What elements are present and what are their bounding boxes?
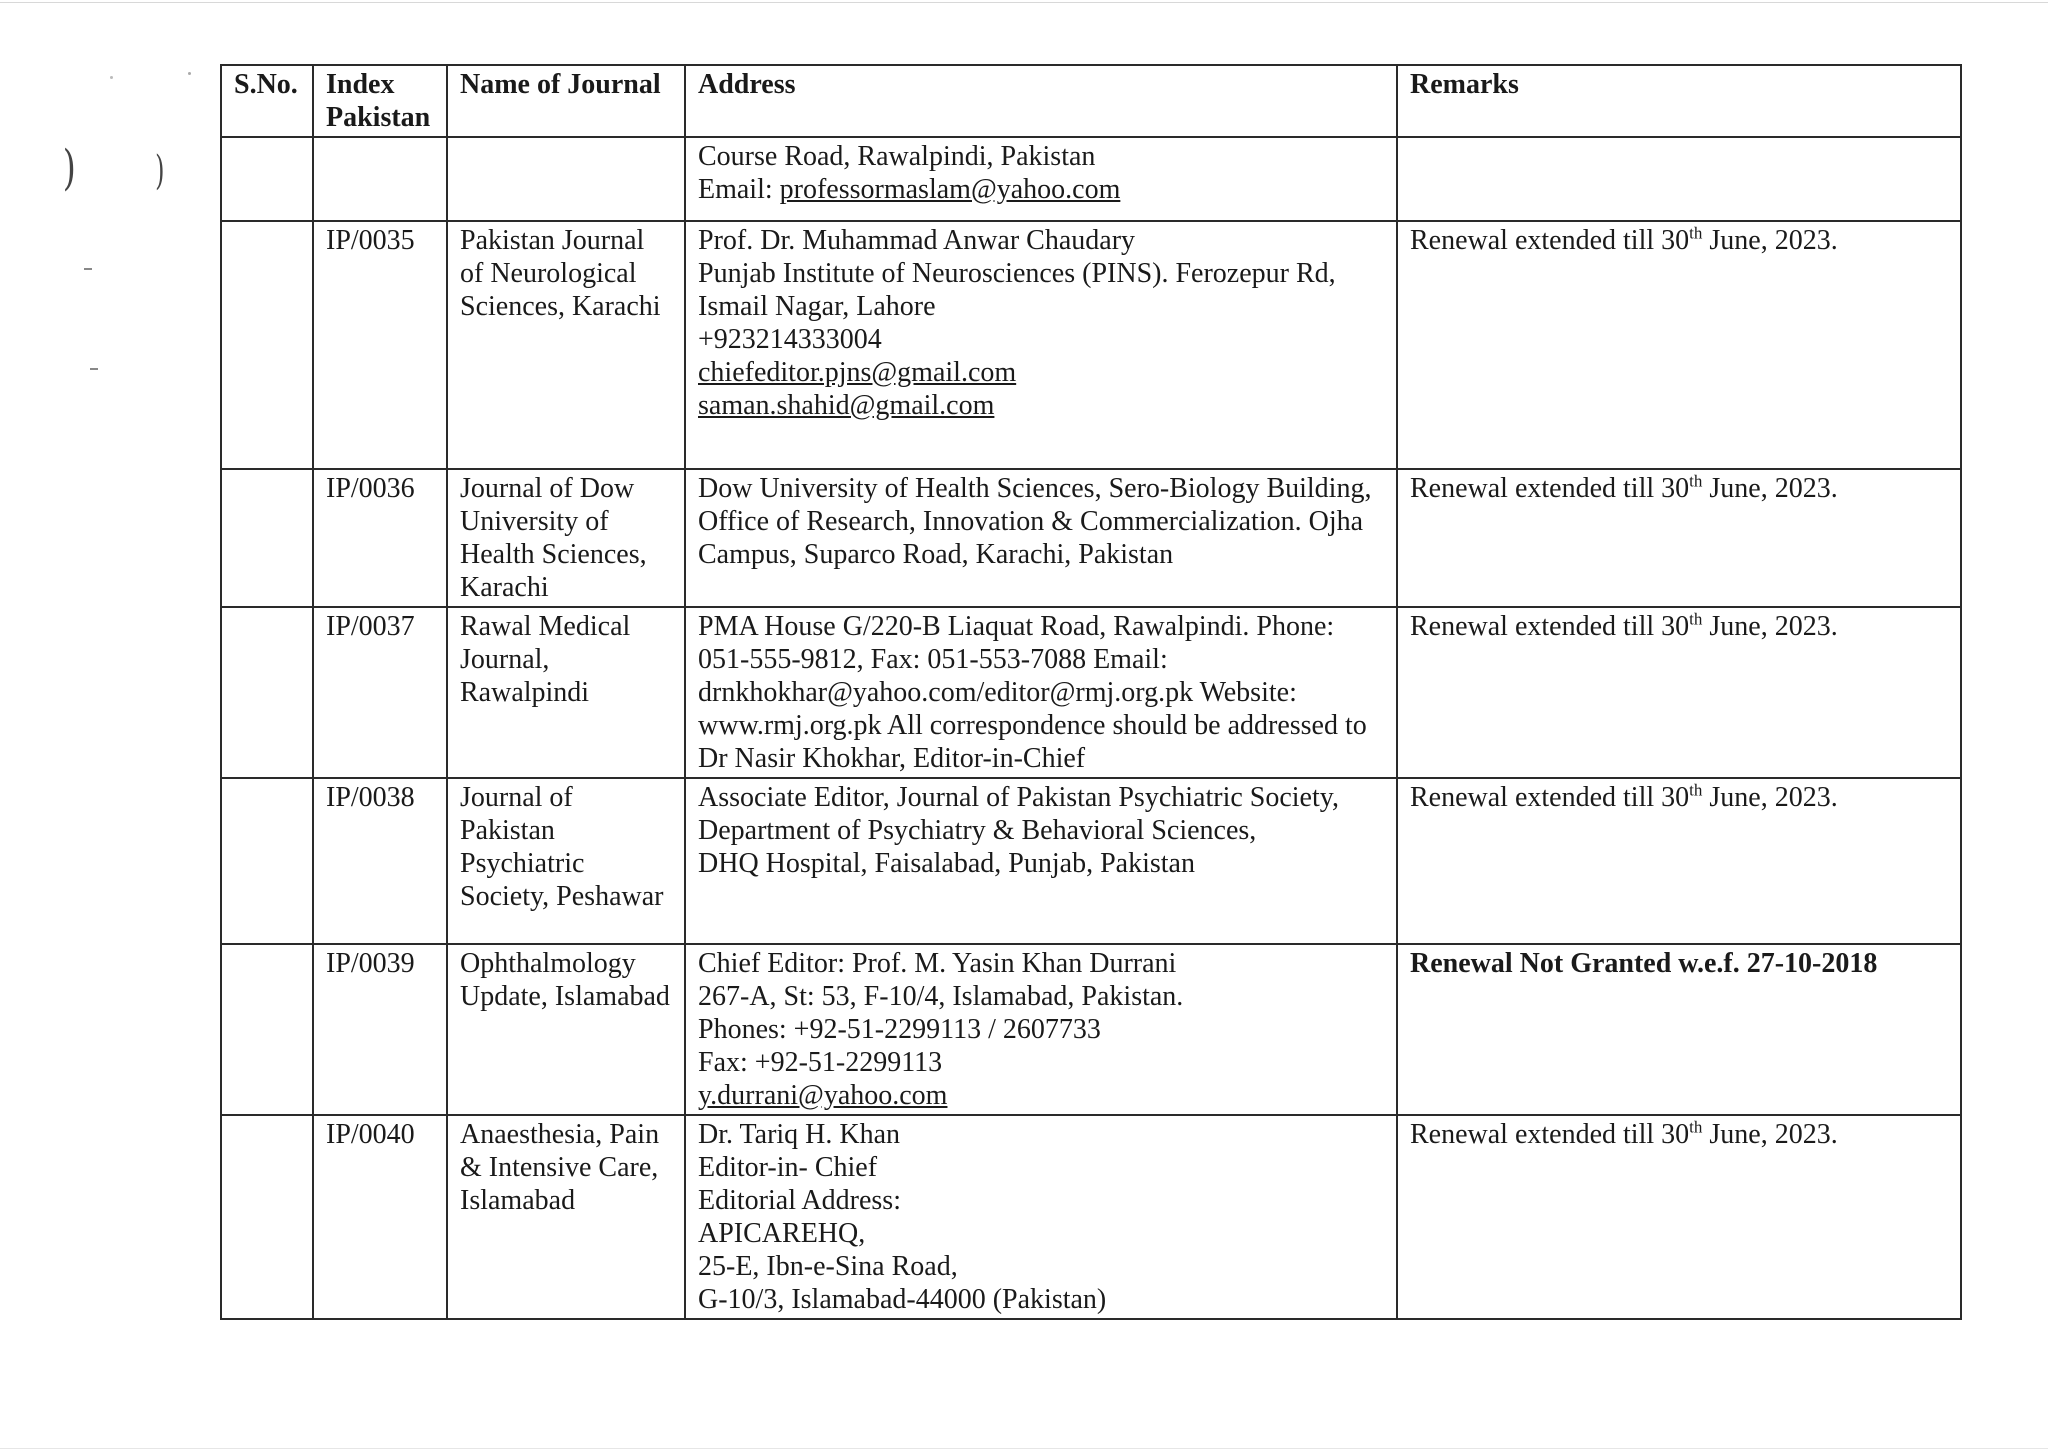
remark-superscript: th [1689,609,1703,629]
email-line [698,173,1384,206]
remark-text: June, 2023. [1702,782,1838,813]
cell-remarks [1397,944,1961,1115]
cell-name: Journal of Pakistan Psychiatric Society, Peshawar [447,778,685,944]
header-index: Index Pakistan [313,65,447,137]
punch-hole-mark-left: ) [62,140,76,196]
cell-sno [221,778,313,944]
cell-name: Anaesthesia, Pain & Intensive Care, Islamabad [447,1115,685,1319]
table-row [221,221,1961,469]
header-sno: S.No. [221,65,313,137]
table-row-continuation [221,137,1961,221]
remark-text: June, 2023. [1702,611,1838,642]
cell-remarks [1397,221,1961,469]
table-row [221,778,1961,944]
remark-text: June, 2023. [1702,473,1838,504]
cell-sno [221,221,313,469]
cell-remarks [1397,778,1961,944]
email-link[interactable]: professormaslam@yahoo.com [779,174,1121,205]
remark-not-granted: Renewal Not Granted w.e.f. 27-10-2018 [1410,948,1878,979]
cell-sno [221,1115,313,1319]
cell-address [685,137,1397,221]
remark-superscript: th [1689,1117,1703,1137]
cell-index: IP/0035 [313,221,447,469]
punch-hole-mark-right: ) [155,148,165,194]
cell-index [313,137,447,221]
scan-speck [110,76,113,79]
cell-address: PMA House G/220-B Liaquat Road, Rawalpindi. Phone: 051-555-9812, Fax: 051-553-7088 Email: drnkhokhar@yahoo.com/editor@rmj.org.pk Website: www.rmj.org.pk All correspondence should be addressed to Dr Nasir Khokhar, Editor-in-Chief [685,607,1397,778]
email-link[interactable]: chiefeditor.pjns@gmail.com [698,357,1017,388]
remark-text: Renewal extended till 30 [1410,473,1690,504]
remark-text: Renewal extended till 30 [1410,611,1690,642]
header-address: Address [685,65,1397,137]
header-name: Name of Journal [447,65,685,137]
email-label: Email: [698,174,780,205]
remark-text: Renewal extended till 30 [1410,782,1690,813]
journal-table [220,64,1962,1320]
cell-index: IP/0038 [313,778,447,944]
address-text: Course Road, Rawalpindi, Pakistan [698,141,1096,172]
address-text: Chief Editor: Prof. M. Yasin Khan Durrani 267-A, St: 53, F-10/4, Islamabad, Pakistan. Phones: +92-51-2299113 / 2607733 Fax: +92-51-2299113 [698,948,1184,1078]
cell-address [685,221,1397,469]
cell-index: IP/0036 [313,469,447,607]
scan-speck [188,72,191,75]
cell-remarks [1397,607,1961,778]
address-text: Prof. Dr. Muhammad Anwar Chaudary Punjab Institute of Neurosciences (PINS). Ferozepur Rd, Ismail Nagar, Lahore +923214333004 [698,225,1336,355]
cell-sno [221,137,313,221]
remark-text: Renewal extended till 30 [1410,225,1690,256]
cell-name [447,137,685,221]
cell-name: Rawal Medical Journal, Rawalpindi [447,607,685,778]
cell-remarks [1397,1115,1961,1319]
cell-address: Dow University of Health Sciences, Sero-Biology Building, Office of Research, Innovation & Commercialization. Ojha Campus, Suparco Road, Karachi, Pakistan [685,469,1397,607]
cell-index: IP/0040 [313,1115,447,1319]
cell-name: Pakistan Journal of Neurological Sciences, Karachi [447,221,685,469]
cell-address: Dr. Tariq H. Khan Editor-in- Chief Editorial Address: APICAREHQ, 25-E, Ibn-e-Sina Road, G-10/3, Islamabad-44000 (Pakistan) [685,1115,1397,1319]
table-row [221,469,1961,607]
table-row [221,1115,1961,1319]
table-header-row [221,65,1961,137]
remark-superscript: th [1689,223,1703,243]
email-link[interactable]: saman.shahid@gmail.com [698,390,995,421]
cell-name: Journal of Dow University of Health Sciences, Karachi [447,469,685,607]
cell-remarks [1397,469,1961,607]
margin-dash [84,268,92,270]
cell-address: Associate Editor, Journal of Pakistan Psychiatric Society, Department of Psychiatry & Behavioral Sciences, DHQ Hospital, Faisalabad, Punjab, Pakistan [685,778,1397,944]
scan-edge-top [0,2,2048,3]
cell-remarks [1397,137,1961,221]
scan-edge-bottom [0,1448,2048,1449]
email-link[interactable]: y.durrani@yahoo.com [698,1080,948,1111]
remark-text: June, 2023. [1702,225,1838,256]
remark-superscript: th [1689,780,1703,800]
remark-text: June, 2023. [1702,1119,1838,1150]
table-row [221,944,1961,1115]
cell-address [685,944,1397,1115]
cell-index: IP/0037 [313,607,447,778]
cell-sno [221,469,313,607]
header-remarks: Remarks [1397,65,1961,137]
margin-dash [90,368,98,370]
cell-name: Ophthalmology Update, Islamabad [447,944,685,1115]
remark-text: Renewal extended till 30 [1410,1119,1690,1150]
cell-sno [221,944,313,1115]
table-row [221,607,1961,778]
cell-index: IP/0039 [313,944,447,1115]
remark-superscript: th [1689,471,1703,491]
cell-sno [221,607,313,778]
